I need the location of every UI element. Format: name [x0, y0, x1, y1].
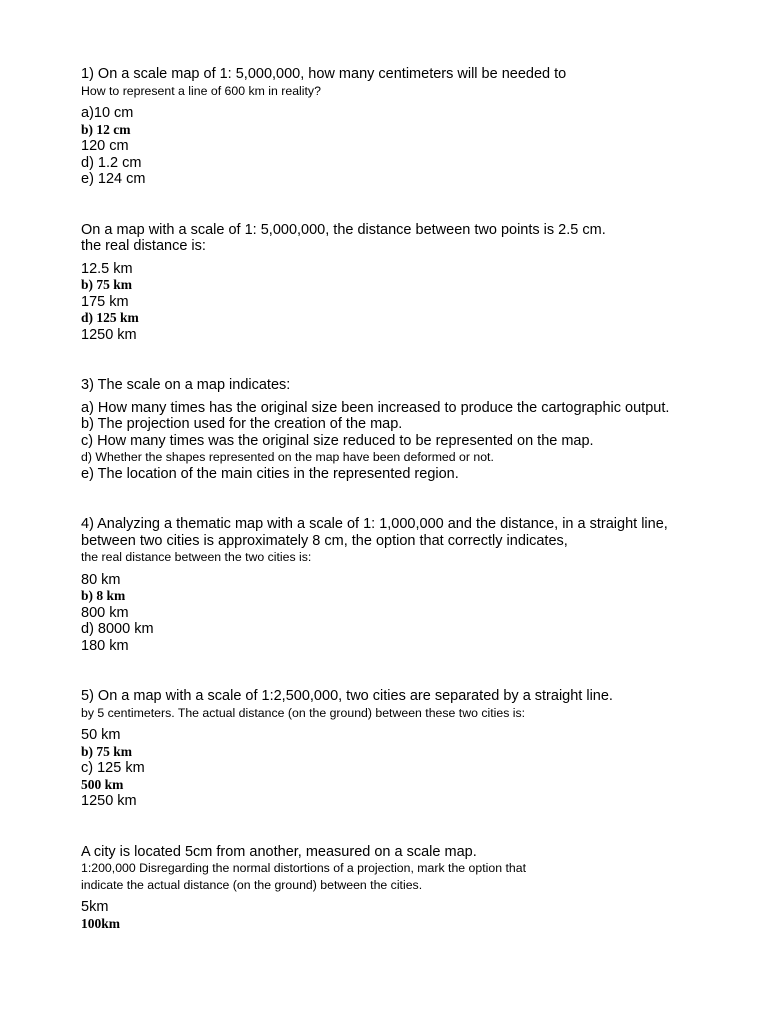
question-stem-line: the real distance is: [81, 238, 206, 254]
answer-options [81, 105, 741, 188]
answer-option: 500 km [81, 776, 124, 792]
answer-option: 5km [81, 899, 109, 915]
question-stem-line: On a map with a scale of 1: 5,000,000, the distance between two points is 2.5 cm. [81, 221, 606, 238]
answer-option: 1250 km [81, 793, 137, 809]
answer-option: d) Whether the shapes represented on the map have been deformed or not. [81, 450, 494, 464]
answer-option: 1250 km [81, 326, 137, 343]
question-stem-line: by 5 centimeters. The actual distance (on the ground) between these two cities is: [81, 705, 526, 720]
question-stem-line: 4) Analyzing a thematic map with a scale of 1: 1,000,000 and the distance, in a straight line, [81, 516, 668, 532]
question-4 [81, 516, 741, 654]
question-stem-line: 1:200,000 Disregarding the normal distortions of a projection, mark the option that [81, 861, 526, 875]
answer-option: a)10 cm [81, 105, 134, 121]
answer-option: c) How many times was the original size reduced to be represented on the map. [81, 432, 594, 449]
answer-option: 80 km [81, 571, 121, 588]
question-stem-line: indicate the actual distance (on the ground) between the cities. [81, 877, 423, 892]
question-stem-line: 5) On a map with a scale of 1:2,500,000, two cities are separated by a straight line. [81, 688, 613, 704]
answer-option: 800 km [81, 604, 129, 621]
question-stem-line: the real distance between the two cities is: [81, 550, 312, 564]
answer-options [81, 400, 741, 483]
answer-option: c) 125 km [81, 760, 145, 776]
answer-option: e) The location of the main cities in the represented region. [81, 465, 459, 482]
answer-options [81, 261, 741, 344]
answer-option: 50 km [81, 727, 121, 743]
answer-options [81, 572, 741, 655]
question-stem-line: A city is located 5cm from another, measured on a scale map. [81, 843, 477, 860]
question-stem-line: 1) On a scale map of 1: 5,000,000, how many centimeters will be needed to [81, 66, 567, 82]
answer-option: d) 125 km [81, 310, 139, 325]
answer-option: 100km [81, 915, 121, 931]
question-1 [81, 66, 741, 188]
question-3 [81, 377, 741, 482]
answer-options [81, 727, 741, 810]
answer-option: 120 cm [81, 138, 129, 154]
answer-option: a) How many times has the original size been increased to produce the cartographic output. [81, 399, 670, 416]
answer-option: b) 75 km [81, 277, 133, 292]
answer-option: e) 124 cm [81, 171, 146, 187]
document-page [81, 66, 741, 966]
answer-option: d) 1.2 cm [81, 154, 142, 171]
question-6 [81, 844, 741, 933]
answer-option: 12.5 km [81, 260, 133, 277]
answer-option: b) 12 cm [81, 121, 131, 137]
answer-option: 175 km [81, 293, 129, 310]
question-stem-line: How to represent a line of 600 km in reality? [81, 83, 321, 98]
answer-option: b) The projection used for the creation of the map. [81, 416, 403, 432]
question-5 [81, 688, 741, 810]
answer-option: b) 8 km [81, 588, 126, 603]
answer-option: 180 km [81, 637, 129, 654]
answer-option: d) 8000 km [81, 621, 154, 637]
answer-option: b) 75 km [81, 743, 133, 759]
question-2 [81, 222, 741, 344]
question-stem-line: 3) The scale on a map indicates: [81, 377, 291, 393]
question-stem-line: between two cities is approximately 8 cm, the option that correctly indicates, [81, 532, 568, 549]
answer-options [81, 899, 741, 932]
